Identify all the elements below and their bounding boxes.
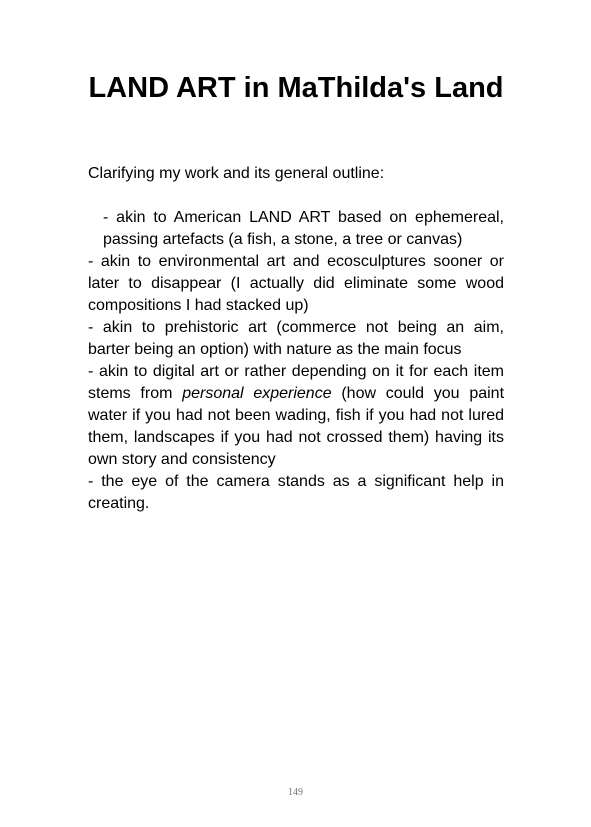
body-list	[88, 207, 504, 515]
emphasis-personal-experience: personal experience	[182, 385, 332, 402]
list-item-land-art: - akin to American LAND ART based on ephemereal, passing artefacts (a fish, a stone, a tree or canvas)	[103, 209, 504, 248]
list-item-digital-art	[88, 361, 504, 471]
page-number: 149	[288, 787, 303, 798]
list-item-camera: - the eye of the camera stands as a significant help in creating.	[88, 473, 504, 512]
intro-line: Clarifying my work and its general outline:	[88, 165, 385, 182]
digital-art-before: - akin to digital art or rather depending on it for each item stems from	[88, 363, 504, 402]
digital-art-after: (how could you paint water if you had not been wading, fish if you had not lured them, landscapes if you had not crossed them) having its own story and consistency	[88, 385, 505, 468]
list-item-prehistoric-art: - akin to prehistoric art (commerce not being an aim, barter being an option) with nature as the main focus	[88, 319, 504, 358]
page-title: LAND ART in MaThilda's Land	[88, 72, 504, 104]
list-item-environmental-art: - akin to environmental art and ecosculptures sooner or later to disappear (I actually did eliminate some wood compositions I had stacked up)	[88, 253, 504, 314]
